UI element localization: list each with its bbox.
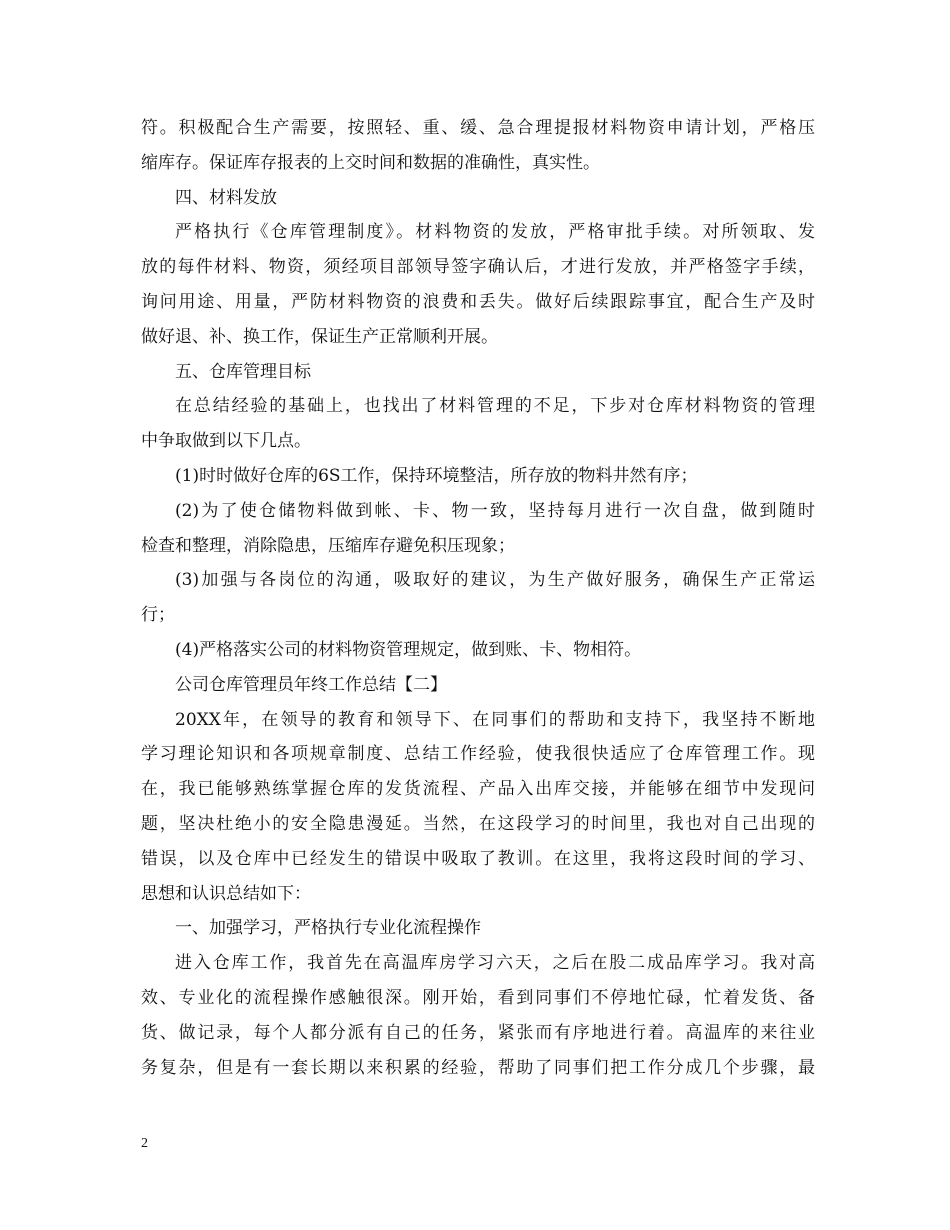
text-line: 中争取做到以下几点。 xyxy=(141,431,311,452)
page-number: 2 xyxy=(141,1136,148,1151)
text-line: 询问用途、用量，严防材料物资的浪费和丢失。做好后续跟踪事宜，配合生产及时 xyxy=(141,291,815,312)
text-line: 行； xyxy=(141,605,175,626)
text-line: (1)时时做好仓库的6S工作，保持环境整洁，所存放的物料井然有序； xyxy=(175,465,698,486)
text-line: 检查和整理，消除隐患，压缩库存避免积压现象； xyxy=(141,535,515,556)
text-line: 货、做记录，每个人都分派有自己的任务，紧张而有序地进行着。高温库的来往业 xyxy=(141,1022,815,1043)
text-line: 题，坚决杜绝小的安全隐患漫延。当然，在这段学习的时间里，我也对自己出现的 xyxy=(141,813,815,834)
text-line: 放的每件材料、物资，须经项目部领导签字确认后，才进行发放，并严格签字手续， xyxy=(141,257,815,278)
text-line: 一、加强学习，严格执行专业化流程操作 xyxy=(175,918,481,939)
text-line: (3)加强与各岗位的沟通，吸取好的建议，为生产做好服务，确保生产正常运 xyxy=(175,570,815,591)
text-line: 公司仓库管理员年终工作总结【二】 xyxy=(175,674,447,695)
text-line: 进入仓库工作，我首先在高温库房学习六天，之后在股二成品库学习。我对高 xyxy=(175,953,815,974)
text-line: 20XX年，在领导的教育和领导下、在同事们的帮助和支持下，我坚持不断地 xyxy=(175,709,815,730)
text-line: 学习理论知识和各项规章制度、总结工作经验，使我很快适应了仓库管理工作。现 xyxy=(141,744,815,765)
text-line: 在总结经验的基础上，也找出了材料管理的不足，下步对仓库材料物资的管理 xyxy=(175,396,815,417)
text-line: (4)严格落实公司的材料物资管理规定，做到账、卡、物相符。 xyxy=(175,639,642,660)
text-line: 缩库存。保证库存报表的上交时间和数据的准确性，真实性。 xyxy=(141,152,600,173)
text-line: (2)为了使仓储物料做到帐、卡、物一致，坚持每月进行一次自盘，做到随时 xyxy=(175,500,815,521)
text-line: 四、材料发放 xyxy=(175,187,277,208)
body-text xyxy=(141,111,815,1085)
text-line: 错误，以及仓库中已经发生的错误中吸取了教训。在这里，我将这段时间的学习、 xyxy=(141,848,815,869)
text-line: 务复杂，但是有一套长期以来积累的经验，帮助了同事们把工作分成几个步骤，最 xyxy=(141,1057,815,1078)
text-line: 做好退、补、换工作，保证生产正常顺利开展。 xyxy=(141,326,498,347)
text-line: 严格执行《仓库管理制度》。材料物资的发放，严格审批手续。对所领取、发 xyxy=(175,222,815,243)
text-line: 在，我已能够熟练掌握仓库的发货流程、产品入出库交接，并能够在细节中发现问 xyxy=(141,779,815,800)
text-line: 效、专业化的流程操作感触很深。刚开始，看到同事们不停地忙碌，忙着发货、备 xyxy=(141,987,815,1008)
text-line: 符。积极配合生产需要，按照轻、重、缓、急合理提报材料物资申请计划，严格压 xyxy=(141,118,815,138)
text-line: 思想和认识总结如下： xyxy=(141,883,311,904)
text-line: 五、仓库管理目标 xyxy=(175,361,311,382)
